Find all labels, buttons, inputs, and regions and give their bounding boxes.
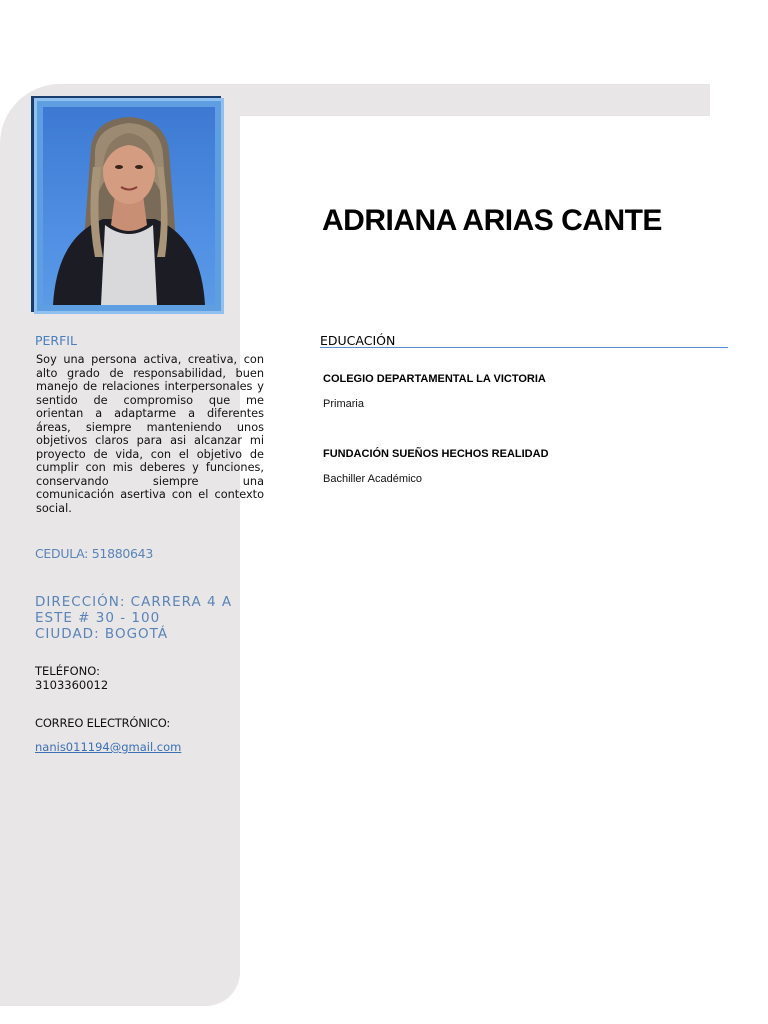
school-name: FUNDACIÓN SUEÑOS HECHOS REALIDAD [323, 448, 549, 460]
degree-name: Primaria [323, 398, 364, 410]
perfil-heading: PERFIL [35, 333, 77, 348]
address-line-1: DIRECCIÓN: CARRERA 4 A [35, 594, 233, 610]
phone-label: TELÉFONO: [35, 664, 100, 678]
address-line-2: ESTE # 30 - 100 [35, 610, 161, 626]
email-label: CORREO ELECTRÓNICO: [35, 716, 171, 730]
cedula-field: CEDULA: 51880643 [35, 546, 153, 561]
email-link[interactable]: nanis011194@gmail.com [35, 740, 182, 754]
content-area [240, 116, 768, 1024]
education-heading: EDUCACIÓN [320, 333, 396, 348]
degree-name: Bachiller Académico [323, 473, 423, 485]
perfil-description: Soy una persona activa, creativa, con alto grado de responsabilidad, buen manejo de relaciones interpersonales y sentido de compromiso que me orientan a adaptarme a diferentes áreas, siempre manteniendo unos objetivos claros para asi alcanzar mi proyecto de vida, con el objetivo de cumplir con mis deberes y funciones, conservando siempre una comunicación asertiva con el contexto social. [36, 353, 264, 515]
address-block [35, 594, 245, 642]
phone-value: 3103360012 [35, 678, 109, 692]
city-line: CIUDAD: BOGOTÁ [35, 626, 169, 642]
photo-background [43, 107, 215, 305]
full-name: ADRIANA ARIAS CANTE [322, 204, 662, 237]
profile-photo [34, 98, 224, 314]
person-portrait-icon [43, 107, 215, 305]
school-name: COLEGIO DEPARTAMENTAL LA VICTORIA [323, 373, 546, 385]
education-divider [320, 347, 728, 348]
